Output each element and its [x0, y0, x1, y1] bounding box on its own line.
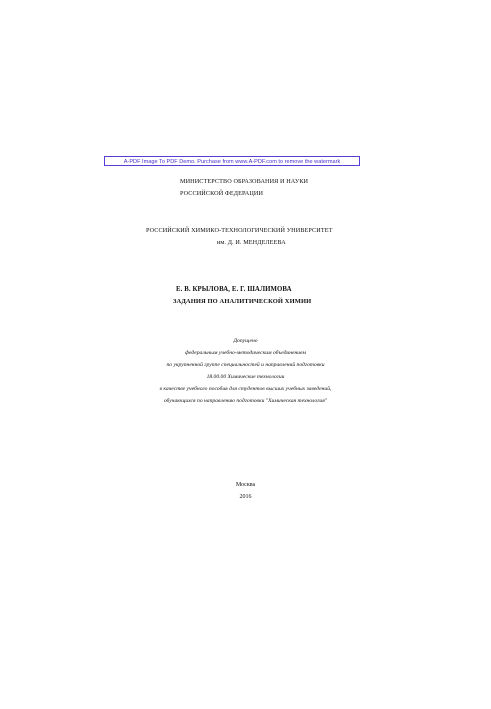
- approval-line-1: Допущено: [233, 338, 258, 344]
- university-line-2: им. Д. И. МЕНДЕЛЕЕВА: [217, 239, 286, 246]
- approval-line-4: 18.00.00 Химические технологии: [206, 374, 285, 380]
- imprint-year: 2016: [239, 494, 252, 500]
- imprint-city: Москва: [235, 482, 256, 488]
- approval-line-2: федеральным учебно-методическим объединением: [185, 350, 306, 356]
- approval-line-5: в качестве учебного пособия для студентов высших учебных заведений,: [159, 386, 332, 392]
- watermark-banner: A-PDF Image To PDF Demo. Purchase from www.A-PDF.com to remove the watermark: [104, 156, 360, 166]
- approval-line-3: по укрупненной группе специальностей и направлений подготовки: [166, 362, 325, 368]
- ministry-line-2: РОССИЙСКОЙ ФЕДЕРАЦИИ: [180, 190, 264, 197]
- ministry-line-1: МИНИСТЕРСТВО ОБРАЗОВАНИЯ И НАУКИ: [180, 178, 309, 185]
- authors: Е. В. КРЫЛОВА, Е. Г. ШАЛИМОВА: [176, 286, 292, 293]
- book-title: ЗАДАНИЯ ПО АНАЛИТИЧЕСКОЙ ХИМИИ: [173, 298, 312, 305]
- approval-line-6: обучающихся по направлению подготовки "Химическая технология": [163, 398, 328, 404]
- university-line-1: РОССИЙСКИЙ ХИМИКО-ТЕХНОЛОГИЧЕСКИЙ УНИВЕРСИТЕТ: [146, 227, 333, 234]
